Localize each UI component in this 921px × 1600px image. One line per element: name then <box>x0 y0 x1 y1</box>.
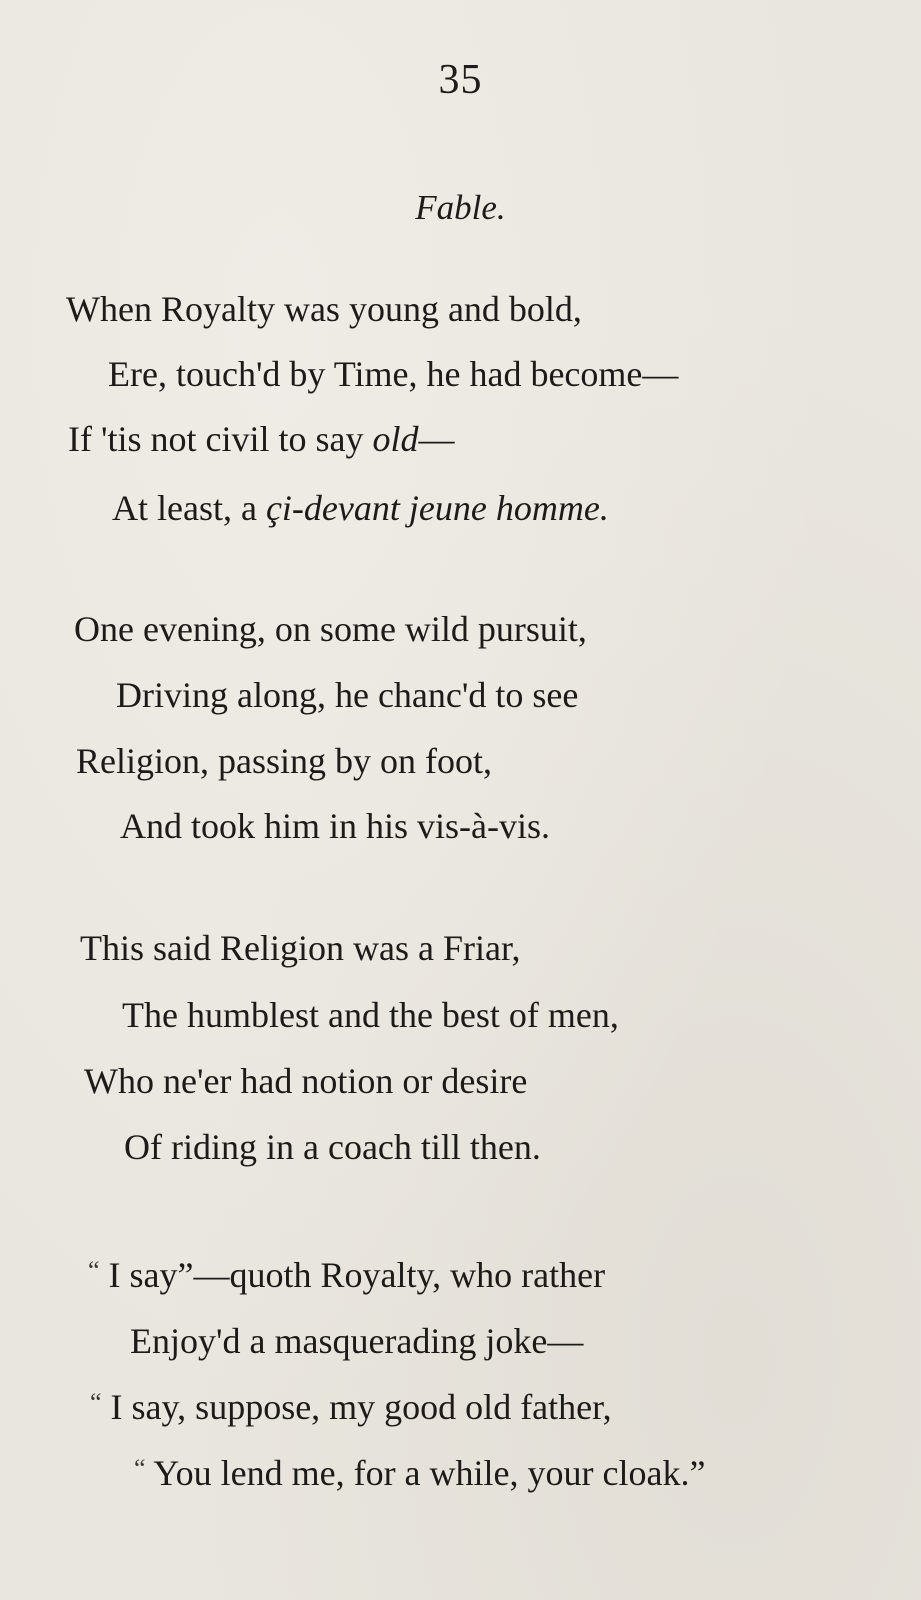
poem-line: One evening, on some wild pursuit, <box>74 609 587 649</box>
poem-title: Fable. <box>415 188 506 227</box>
poem-line <box>134 1452 705 1494</box>
line-text: — <box>418 419 455 459</box>
italic-word: old <box>372 419 419 459</box>
poem-line: And took him in his vis-à-vis. <box>120 806 550 846</box>
line-text: If 'tis not civil to say <box>68 419 373 459</box>
poem-line <box>68 418 454 460</box>
poem-line: This said Religion was a Friar, <box>80 928 521 968</box>
quote-mark: “ <box>90 1388 102 1417</box>
quote-mark: “ <box>134 1454 146 1483</box>
poem-line: When Royalty was young and bold, <box>66 289 582 329</box>
line-text: I say”—quoth Royalty, who rather <box>108 1255 606 1295</box>
poem-line <box>90 1386 612 1428</box>
poem-line: The humblest and the best of men, <box>122 995 619 1035</box>
poem-line: Of riding in a coach till then. <box>124 1127 541 1167</box>
line-text: You lend me, for a while, your cloak.” <box>153 1453 706 1493</box>
line-text: I say, suppose, my good old father, <box>110 1387 612 1427</box>
poem-line: Enjoy'd a masquerading joke— <box>130 1321 584 1361</box>
italic-phrase: çi-devant jeune homme. <box>265 488 609 528</box>
quote-mark: “ <box>88 1256 100 1285</box>
poem-line <box>112 487 609 529</box>
poem-line: Who ne'er had notion or desire <box>84 1061 528 1101</box>
page-number: 35 <box>438 57 483 103</box>
poem-line: Religion, passing by on foot, <box>76 741 492 781</box>
poem-line: Driving along, he chanc'd to see <box>116 675 579 715</box>
poem-line <box>88 1254 605 1296</box>
poem-line: Ere, touch'd by Time, he had become— <box>108 354 679 394</box>
line-text: At least, a <box>112 488 266 528</box>
